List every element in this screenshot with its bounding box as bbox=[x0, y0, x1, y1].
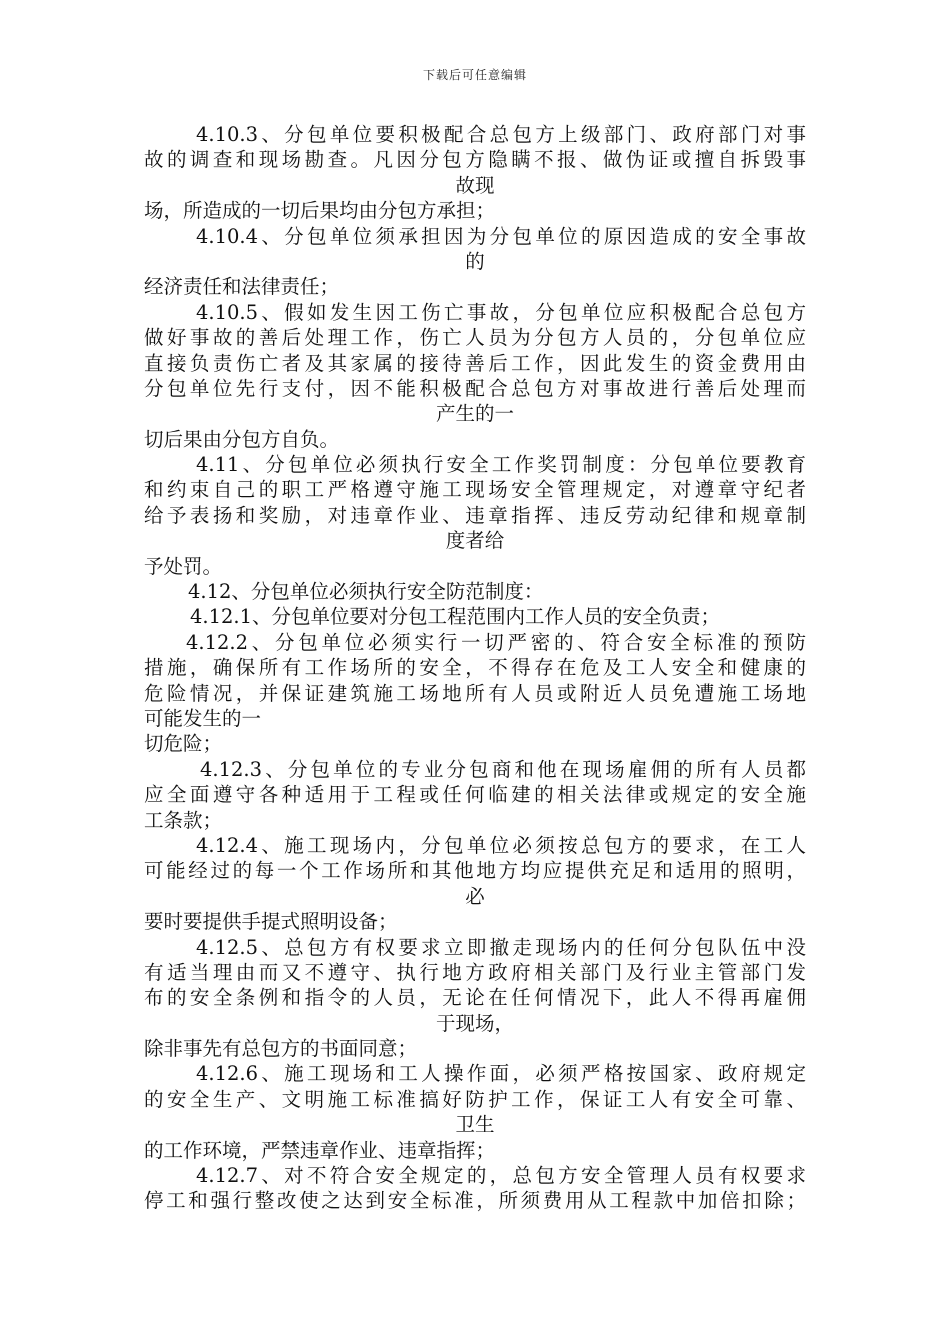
text-line: 必 bbox=[465, 884, 485, 908]
text-line: 给予表扬和奖励，对违章作业、违章指挥、违反劳动纪律和规章制 bbox=[144, 503, 806, 527]
text-line: 4.12.4、施工现场内，分包单位必须按总包方的要求，在工人 bbox=[196, 833, 806, 857]
text-line: 做好事故的善后处理工作，伤亡人员为分包方人员的，分包单位应 bbox=[144, 326, 806, 350]
text-line: 4.12.6、施工现场和工人操作面，必须严格按国家、政府规定 bbox=[196, 1062, 806, 1086]
text-line: 除非事先有总包方的书面同意； bbox=[144, 1037, 418, 1061]
text-line: 产生的一 bbox=[435, 402, 514, 426]
text-line: 工条款； bbox=[144, 808, 223, 832]
text-line: 4.12.2、分包单位必须实行一切严密的、符合安全标准的预防 bbox=[186, 630, 806, 654]
text-line: 场，所造成的一切后果均由分包方承担； bbox=[144, 199, 496, 223]
text-line: 危险情况，并保证建筑施工场地所有人员或附近人员免遭施工场地 bbox=[144, 681, 806, 705]
text-line: 停工和强行整改使之达到安全标准，所须费用从工程款中加倍扣除； bbox=[144, 1189, 806, 1213]
text-line: 故的调查和现场勘查。凡因分包方隐瞒不报、做伪证或擅自拆毁事 bbox=[144, 148, 806, 172]
text-line: 于现场， bbox=[435, 1011, 514, 1035]
text-line: 措施，确保所有工作场所的安全，不得存在危及工人安全和健康的 bbox=[144, 656, 806, 680]
text-line: 4.12.3、分包单位的专业分包商和他在现场雇佣的所有人员都 bbox=[200, 757, 806, 781]
text-line: 4.12.1、分包单位要对分包工程范围内工作人员的安全负责； bbox=[190, 605, 721, 629]
text-line: 4.10.5、假如发生因工伤亡事故，分包单位应积极配合总包方 bbox=[196, 300, 806, 324]
text-line: 切危险； bbox=[144, 732, 223, 756]
text-line: 要时要提供手提式照明设备； bbox=[144, 910, 398, 934]
text-line: 4.12.5、总包方有权要求立即撤走现场内的任何分包队伍中没 bbox=[196, 935, 806, 959]
text-line: 可能经过的每一个工作场所和其他地方均应提供充足和适用的照明， bbox=[144, 859, 806, 883]
text-line: 有适当理由而又不遵守、执行地方政府相关部门及行业主管部门发 bbox=[144, 960, 806, 984]
text-line: 故现 bbox=[455, 173, 495, 197]
text-line: 4.10.3、分包单位要积极配合总包方上级部门、政府部门对事 bbox=[196, 123, 806, 146]
text-line: 4.12.7、对不符合安全规定的，总包方安全管理人员有权要求 bbox=[196, 1164, 806, 1188]
text-line: 应全面遵守各种适用于工程或任何临建的相关法律或规定的安全施 bbox=[144, 783, 806, 807]
text-line: 卫生 bbox=[455, 1113, 495, 1137]
text-line: 切后果由分包方自负。 bbox=[144, 427, 340, 451]
text-line: 度者给 bbox=[445, 529, 505, 553]
text-line: 的安全生产、文明施工标准搞好防护工作，保证工人有安全可靠、 bbox=[144, 1087, 806, 1111]
text-line: 的 bbox=[465, 249, 485, 273]
text-line: 的工作环境，严禁违章作业、违章指挥； bbox=[144, 1138, 496, 1162]
text-line: 4.10.4、分包单位须承担因为分包单位的原因造成的安全事故 bbox=[196, 224, 806, 248]
document-body bbox=[144, 122, 806, 1214]
text-line: 直接负责伤亡者及其家属的接待善后工作，因此发生的资金费用由 bbox=[144, 351, 806, 375]
text-line: 可能发生的一 bbox=[144, 706, 262, 730]
text-line: 4.12、分包单位必须执行安全防范制度： bbox=[188, 580, 544, 604]
page-header: 下载后可任意编辑 bbox=[422, 68, 527, 82]
text-line: 分包单位先行支付，因不能积极配合总包方对事故进行善后处理而 bbox=[144, 376, 806, 400]
text-line: 予处罚。 bbox=[144, 554, 223, 578]
text-line: 经济责任和法律责任； bbox=[144, 275, 340, 299]
text-line: 4.11、分包单位必须执行安全工作奖罚制度：分包单位要教育 bbox=[196, 453, 806, 477]
text-line: 和约束自己的职工严格遵守施工现场安全管理规定，对遵章守纪者 bbox=[144, 478, 806, 502]
text-line: 布的安全条例和指令的人员，无论在任何情况下，此人不得再雇佣 bbox=[144, 986, 806, 1010]
